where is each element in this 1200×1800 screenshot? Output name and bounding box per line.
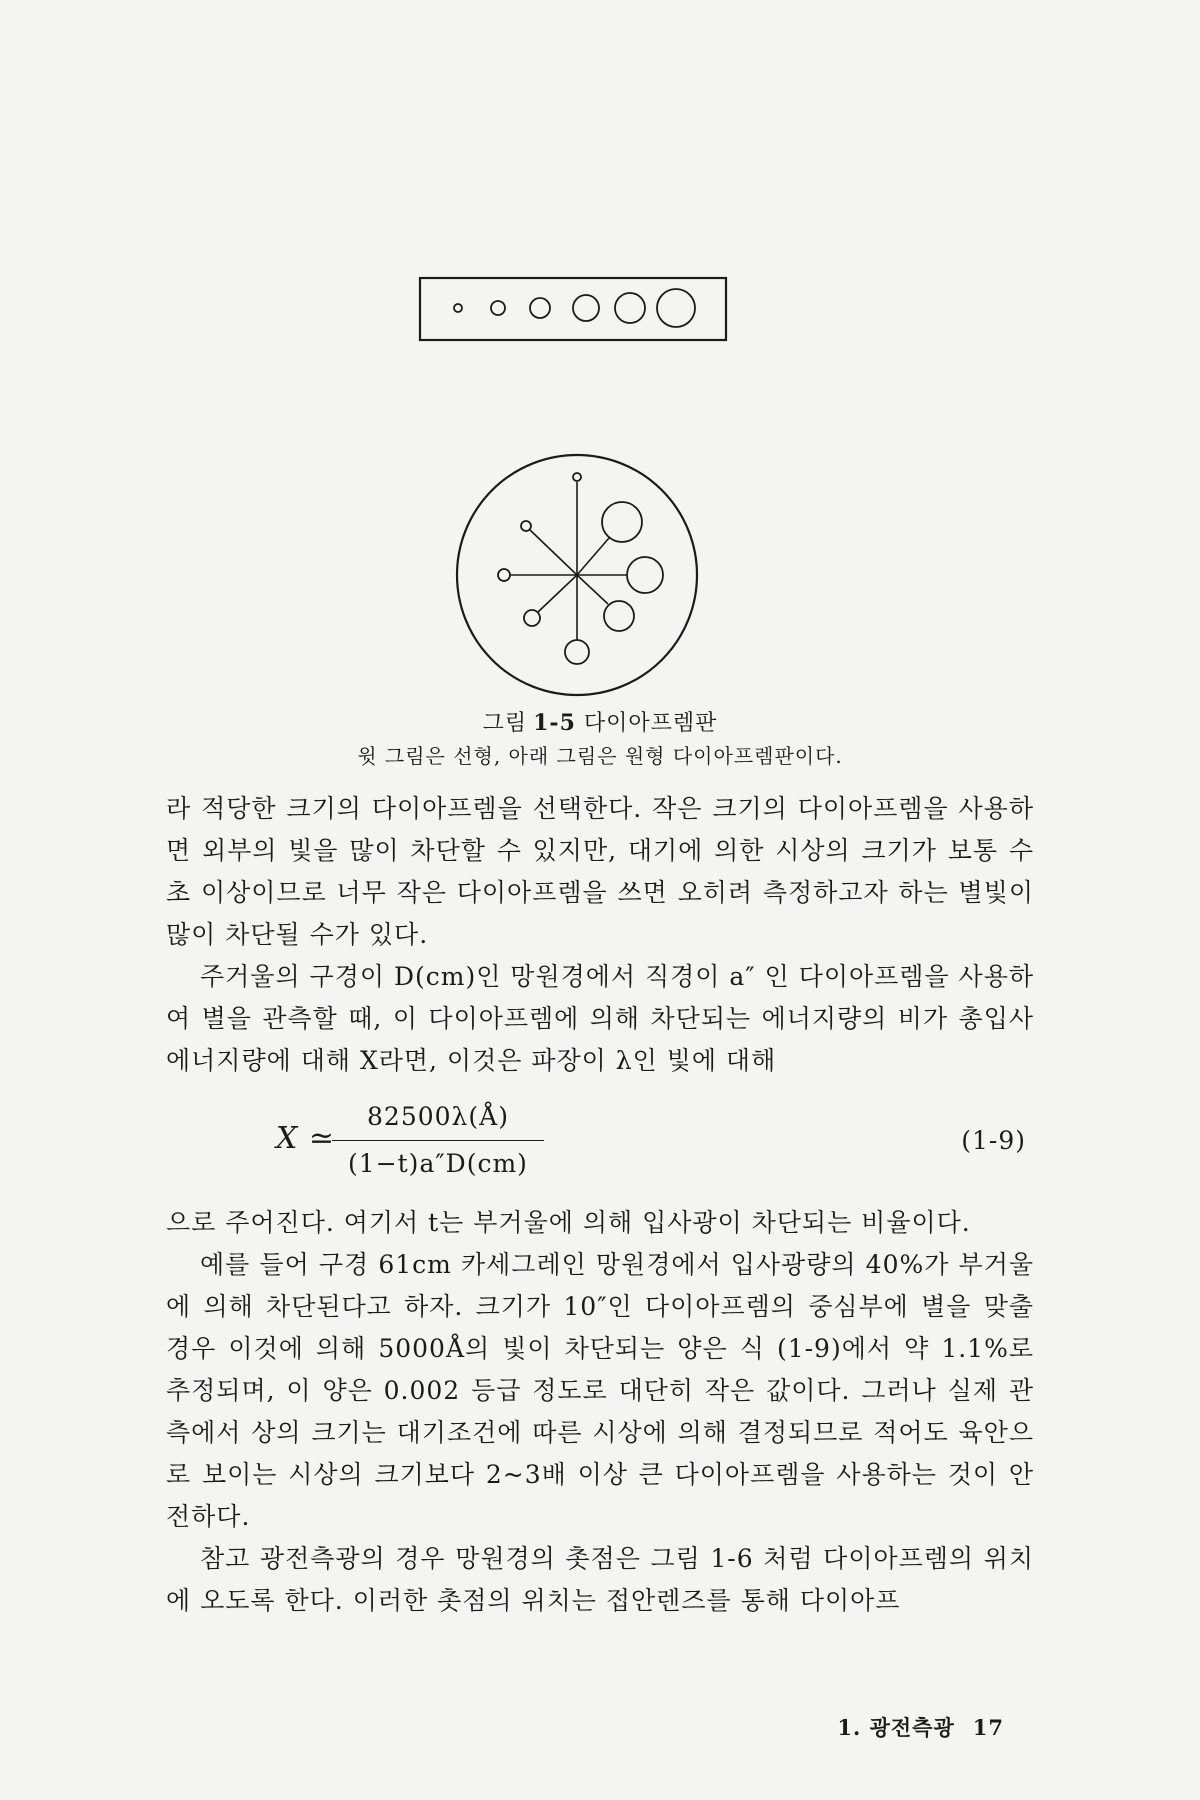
paragraph: 참고 광전측광의 경우 망원경의 촛점은 그림 1-6 처럼 다이아프렘의 위치에 오도록 한다. 이러한 촛점의 위치는 접안렌즈를 통해 다이아프	[166, 1544, 1034, 1615]
figure-description: 윗 그림은 선형, 아래 그림은 원형 다이아프렘판이다.	[357, 744, 843, 768]
linear-diaphragm-figure	[418, 276, 728, 346]
equation-1-9	[166, 1088, 1034, 1198]
equation-numerator: 82500λ(Å)	[332, 1096, 544, 1141]
equation-fraction	[332, 1096, 544, 1185]
paragraph: 으로 주어진다. 여기서 t는 부거울에 의해 입사광이 차단되는 비율이다.	[166, 1208, 971, 1237]
running-title: 1. 광전측광	[837, 1715, 955, 1740]
equation-number: (1-9)	[961, 1126, 1026, 1155]
body-text	[166, 788, 1034, 1622]
page-number: 17	[972, 1715, 1004, 1740]
paragraph: 주거울의 구경이 D(cm)인 망원경에서 직경이 a″ 인 다이아프렘을 사용하여 별을 관측할 때, 이 다이아프렘에 의해 차단되는 에너지량의 비가 총입사에너지량에 대해 X라면, 이것은 파장이 λ인 빛에 대해	[166, 962, 1034, 1075]
equation-denominator: (1−t)a″D(cm)	[348, 1149, 528, 1178]
page-footer	[837, 1712, 1004, 1742]
caption-number: 1-5	[533, 710, 576, 736]
equation-lhs: X ≃	[276, 1121, 336, 1156]
caption-label: 그림	[482, 711, 528, 736]
paragraph: 라 적당한 크기의 다이아프렘을 선택한다. 작은 크기의 다이아프렘을 사용하면 외부의 빛을 많이 차단할 수 있지만, 대기에 의한 시상의 크기가 보통 수초 이상이므로 너무 작은 다이아프렘을 쓰면 오히려 측정하고자 하는 별빛이 많이 차단될 수가 있다.	[166, 794, 1034, 949]
paragraph: 예를 들어 구경 61cm 카세그레인 망원경에서 입사광량의 40%가 부거울에 의해 차단된다고 하자. 크기가 10″인 다이아프렘의 중심부에 별을 맞출 경우 이것에 의해 5000Å의 빛이 차단되는 양은 식 (1-9)에서 약 1.1%로 추정되며, 이 양은 0.002 등급 정도로 대단히 작은 값이다. 그러나 실제 관측에서 상의 크기는 대기조건에 따른 시상에 의해 결정되므로 적어도 육안으로 보이는 시상의 크기보다 2~3배 이상 큰 다이아프렘을 사용하는 것이 안전하다.	[166, 1250, 1034, 1531]
circular-diaphragm-figure	[452, 450, 702, 700]
figure-caption	[0, 706, 1200, 737]
caption-title: 다이아프렘판	[583, 711, 718, 736]
